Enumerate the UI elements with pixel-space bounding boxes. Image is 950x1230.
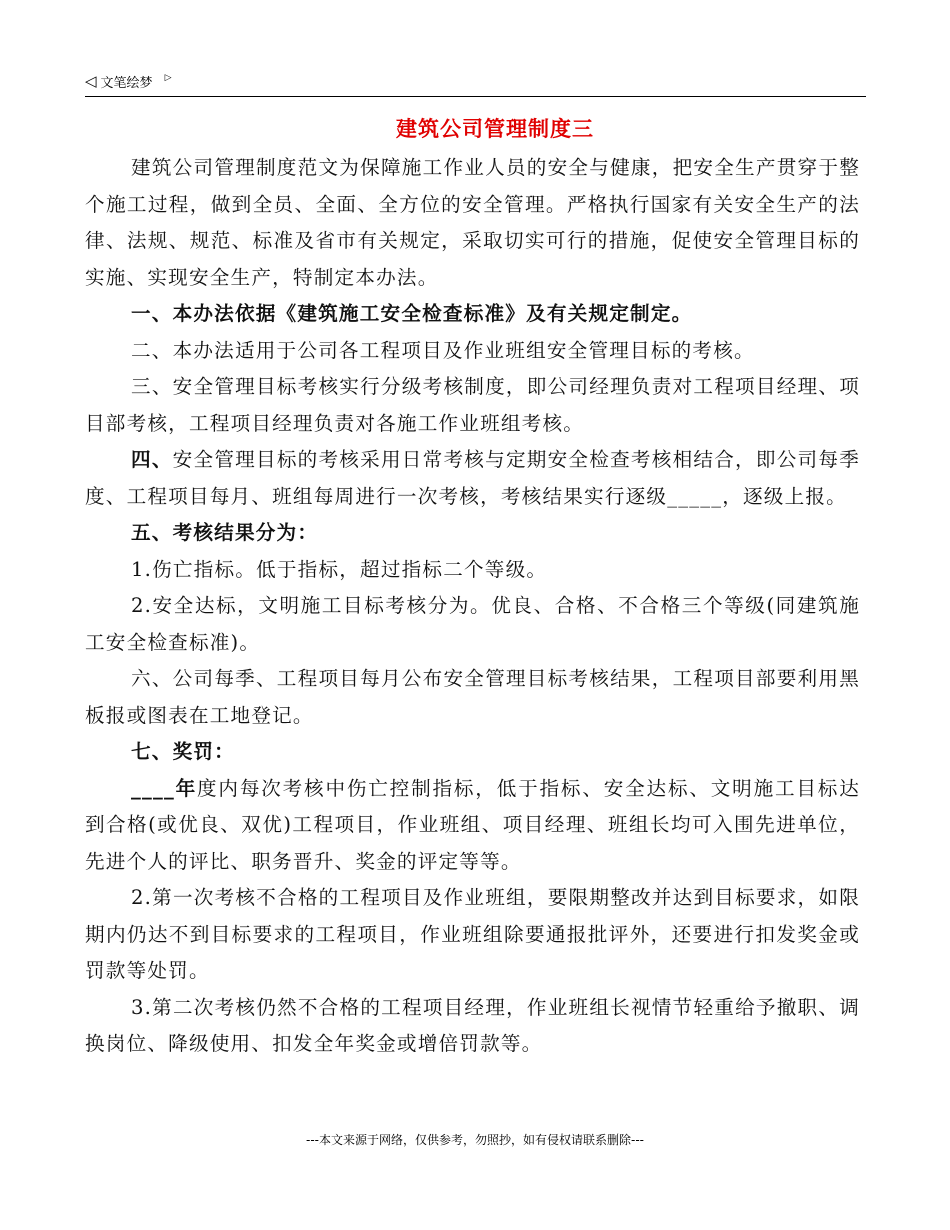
document-body [85,150,860,1063]
section-5-item-2: 2.安全达标，文明施工目标考核分为。优良、合格、不合格三个等级(同建筑施工安全检查标准)。 [85,594,860,654]
section-7-item-1 [85,771,860,881]
section-5-item-1: 1.伤亡指标。低于指标，超过指标二个等级。 [131,557,548,581]
triangle-left-icon: ◁ [85,72,97,90]
brand-text: 文笔绘梦 [100,76,153,91]
section-3: 三、安全管理目标考核实行分级考核制度，即公司经理负责对工程项目经理、项目部考核，工程项目经理负责对各施工作业班组考核。 [85,375,860,435]
section-7-item-3: 3.第二次考核仍然不合格的工程项目经理，作业班组长视情节轻重给予撤职、调换岗位、降级使用、扣发全年奖金或增倍罚款等。 [85,995,860,1055]
section-2: 二、本办法适用于公司各工程项目及作业班组安全管理目标的考核。 [131,338,755,362]
header-brand [85,72,171,91]
footer-disclaimer: ---本文来源于网络，仅供参考，勿照抄，如有侵权请联系删除--- [306,1133,644,1147]
paragraph-intro: 建筑公司管理制度范文为保障施工作业人员的安全与健康，把安全生产贯穿于整个施工过程，做到全员、全面、全方位的安全管理。严格执行国家有关安全生产的法律、法规、规范、标准及省市有关规定，采取切实可行的措施，促使安全管理目标的实施、实现安全生产，特制定本办法。 [85,156,860,289]
section-7-item-2: 2.第一次考核不合格的工程项目及作业班组，要限期整改并达到目标要求，如限期内仍达不到目标要求的工程项目，作业班组除要通报批评外，还要进行扣发奖金或罚款等处罚。 [85,886,860,982]
triangle-right-icon: ▷ [164,73,172,83]
section-1: 一、本办法依据《建筑施工安全检查标准》及有关规定制定。 [131,302,693,325]
section-7-item-1-text: 度内每次考核中伤亡控制指标，低于指标、安全达标、文明施工目标达到合格(或优良、双优)工程项目，作业班组、项目经理、班组长均可入围先进单位，先进个人的评比、职务晋升、奖金的评定等等。 [85,776,861,873]
section-5-heading: 五、考核结果分为： [131,521,319,544]
section-7-heading: 七、奖罚： [131,740,235,763]
section-4-text: 安全管理目标的考核采用日常考核与定期安全检查考核相结合，即公司每季度、工程项目每月、班组每周进行一次考核，考核结果实行逐级_____，逐级上报。 [85,448,860,508]
section-6: 六、公司每季、工程项目每月公布安全管理目标考核结果，工程项目部要利用黑板报或图表在工地登记。 [85,667,860,727]
section-7-item-1-label: ____年 [131,776,198,800]
page-header [85,70,866,97]
section-4-label: 四、 [131,448,173,471]
document-title: 建筑公司管理制度三 [396,117,594,141]
section-4 [85,442,860,515]
